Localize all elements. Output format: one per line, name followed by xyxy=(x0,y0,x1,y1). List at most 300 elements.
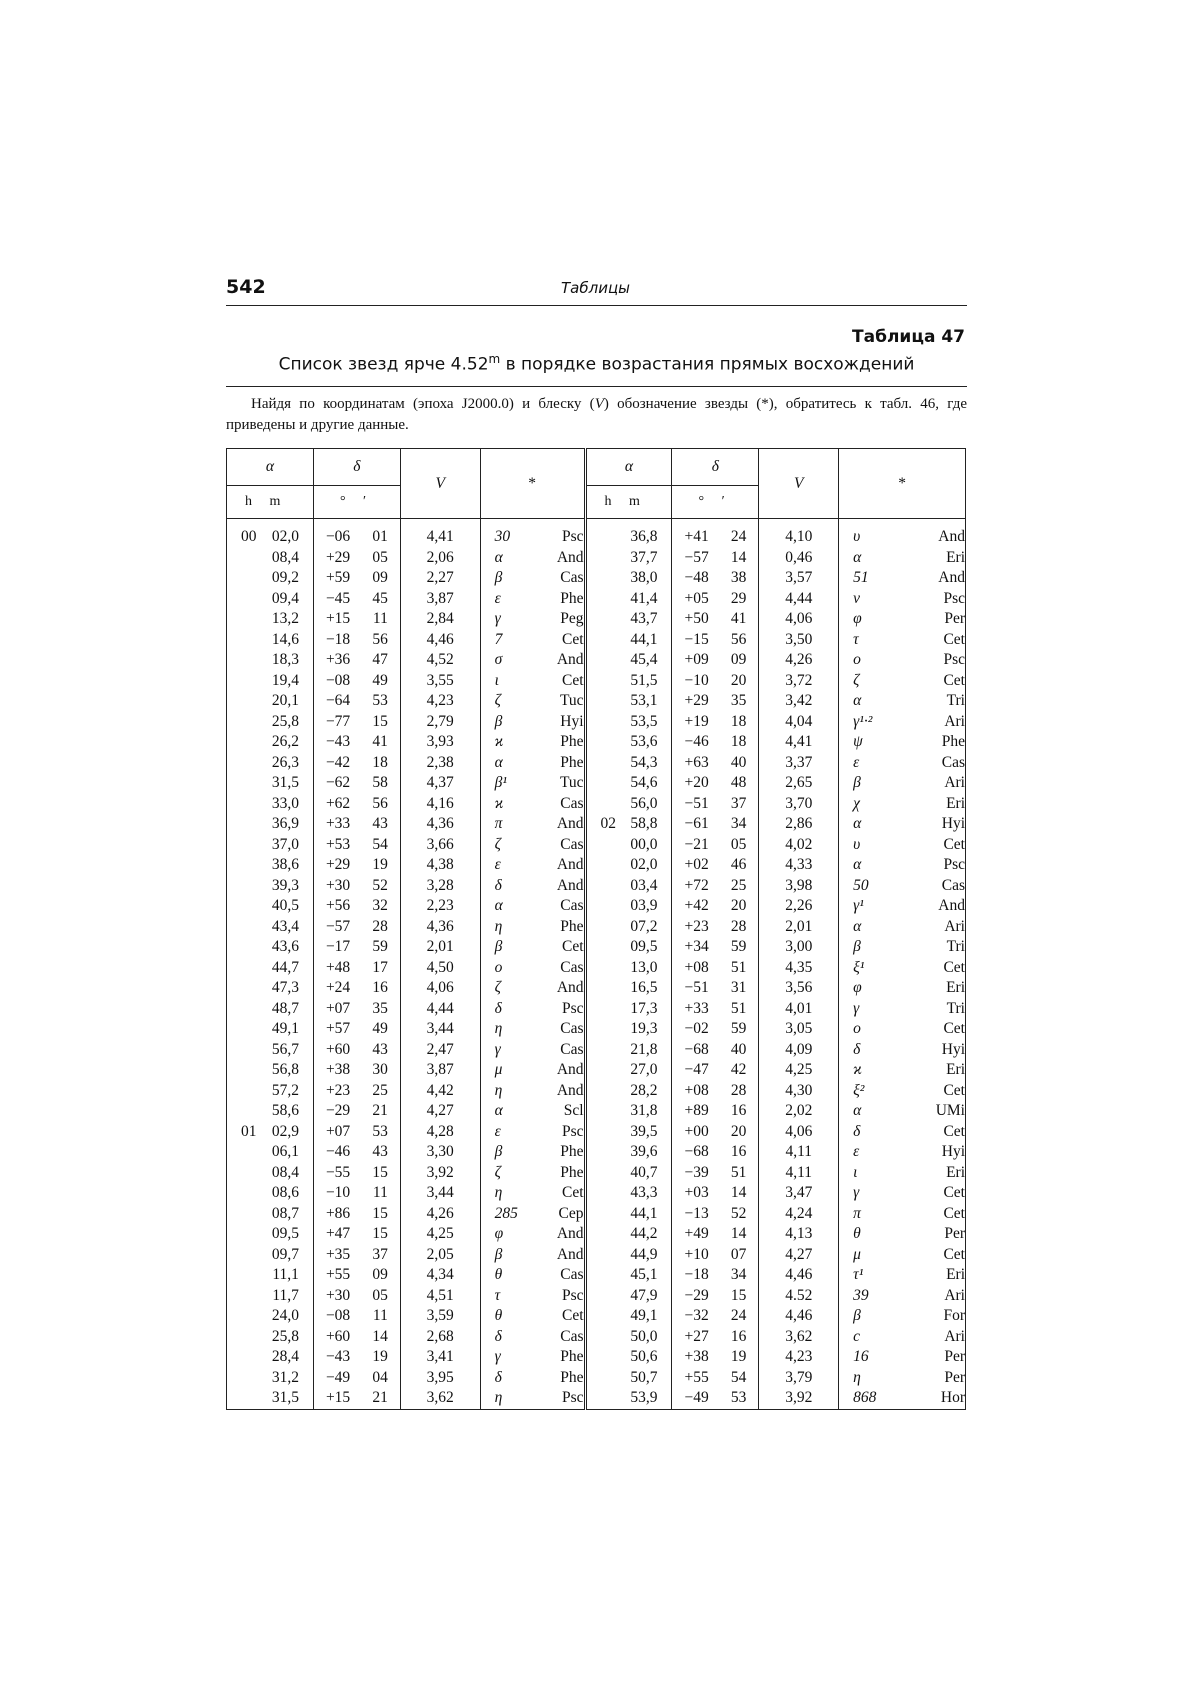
right-ra-hours xyxy=(587,1081,601,1102)
right-col-1 xyxy=(672,1368,759,1389)
right-bayer-letter: ϰ xyxy=(853,1061,862,1078)
left-col-3 xyxy=(480,999,585,1020)
right-ra-hours xyxy=(587,1388,601,1409)
right-col-0 xyxy=(585,589,672,610)
table-row xyxy=(227,1101,966,1122)
right-dec-degrees: +09 xyxy=(684,651,709,668)
right-dec-degrees: −68 xyxy=(684,1143,709,1160)
right-ra-hours xyxy=(587,671,601,692)
right-constellation: Psc xyxy=(943,856,965,873)
right-ra-hours xyxy=(587,691,601,712)
left-ra-hours xyxy=(227,589,241,610)
left-ra-hours xyxy=(227,1060,241,1081)
right-bayer-letter: α xyxy=(853,548,862,566)
left-col-3 xyxy=(480,978,585,999)
left-constellation: And xyxy=(556,651,584,668)
right-magnitude: 4.52 xyxy=(759,1286,839,1307)
left-magnitude: 4,37 xyxy=(400,773,480,794)
left-ra-hours xyxy=(227,999,241,1020)
left-col-0 xyxy=(227,1388,314,1409)
left-dec-degrees: +59 xyxy=(325,569,351,586)
right-bayer-letter: γ xyxy=(853,999,860,1017)
right-col-3 xyxy=(839,527,966,548)
right-magnitude: 2,01 xyxy=(759,917,839,938)
left-ra-minutes: 26,2 xyxy=(271,733,299,750)
right-col-1 xyxy=(672,937,759,958)
right-magnitude: 3,56 xyxy=(759,978,839,999)
right-bayer-letter: γ¹ xyxy=(853,897,864,914)
left-col-3 xyxy=(480,1388,585,1409)
left-col-1 xyxy=(313,589,400,610)
left-ra-hours xyxy=(227,732,241,753)
right-constellation: Cet xyxy=(943,671,965,689)
right-constellation: Eri xyxy=(946,1266,965,1283)
left-dec-arcmin: 09 xyxy=(372,1266,388,1283)
right-col-3 xyxy=(839,568,966,589)
right-constellation: Hyi xyxy=(941,1143,965,1160)
left-bayer-letter: δ xyxy=(494,1327,502,1345)
left-col-1 xyxy=(313,1183,400,1204)
right-dec-arcmin: 20 xyxy=(730,1122,747,1140)
right-constellation: Cas xyxy=(941,876,965,894)
right-dec-degrees: −13 xyxy=(684,1204,709,1222)
left-col-1 xyxy=(313,1265,400,1286)
header-arcmin: ′ xyxy=(721,494,725,509)
right-ra-hours xyxy=(587,937,601,958)
right-ra-minutes: 47,9 xyxy=(630,1286,658,1304)
right-ra-hours xyxy=(587,1101,601,1122)
left-dec-arcmin: 43 xyxy=(372,815,388,832)
left-ra-minutes: 43,4 xyxy=(271,917,299,935)
right-ra-hours xyxy=(587,896,601,917)
right-dec-arcmin: 34 xyxy=(730,815,747,832)
left-col-0 xyxy=(227,855,314,876)
left-col-3 xyxy=(480,1204,585,1225)
left-bayer-letter: ο xyxy=(494,958,503,976)
left-dec-arcmin: 04 xyxy=(372,1368,388,1386)
right-bayer-letter: β xyxy=(853,938,861,955)
left-col-0 xyxy=(227,978,314,999)
right-ra-minutes: 44,9 xyxy=(630,1245,658,1263)
left-col-0 xyxy=(227,1204,314,1225)
left-col-0 xyxy=(227,691,314,712)
table-row xyxy=(227,1388,966,1409)
right-magnitude: 4,27 xyxy=(759,1245,839,1266)
right-col-3 xyxy=(839,650,966,671)
left-ra-hours xyxy=(227,548,241,569)
left-ra-minutes: 40,5 xyxy=(271,897,299,914)
left-col-1 xyxy=(313,1142,400,1163)
left-dec-arcmin: 15 xyxy=(372,1225,388,1242)
left-bayer-letter: γ xyxy=(494,610,501,627)
right-ra-minutes: 16,5 xyxy=(630,979,658,996)
left-col-3 xyxy=(480,548,585,569)
right-dec-degrees: +49 xyxy=(684,1225,709,1242)
right-col-0 xyxy=(585,1327,672,1348)
left-col-1 xyxy=(313,999,400,1020)
right-ra-minutes: 44,1 xyxy=(630,630,658,648)
left-ra-minutes: 19,4 xyxy=(271,671,299,689)
right-col-3 xyxy=(839,978,966,999)
left-magnitude: 3,41 xyxy=(400,1347,480,1368)
left-col-3 xyxy=(480,630,585,651)
right-dec-degrees: −46 xyxy=(684,733,709,750)
table-row xyxy=(227,1019,966,1040)
right-magnitude: 4,13 xyxy=(759,1224,839,1245)
star-table-body xyxy=(227,519,966,1410)
right-dec-degrees: −57 xyxy=(684,548,709,566)
right-magnitude: 2,26 xyxy=(759,896,839,917)
right-col-1 xyxy=(672,1388,759,1409)
left-ra-hours xyxy=(227,1040,241,1061)
right-ra-hours xyxy=(587,1204,601,1225)
table-row xyxy=(227,732,966,753)
left-ra-hours xyxy=(227,671,241,692)
left-magnitude: 3,93 xyxy=(400,732,480,753)
left-col-0 xyxy=(227,1327,314,1348)
header-arcmin: ′ xyxy=(363,494,367,509)
title-rule xyxy=(226,386,967,387)
left-dec-arcmin: 11 xyxy=(372,610,388,627)
right-bayer-letter: β xyxy=(853,1307,861,1324)
left-constellation: Cet xyxy=(561,671,584,689)
table-row xyxy=(227,568,966,589)
right-col-3 xyxy=(839,732,966,753)
left-dec-arcmin: 58 xyxy=(372,774,388,791)
right-bayer-letter: ο xyxy=(853,651,861,668)
left-dec-degrees: +56 xyxy=(325,897,351,914)
left-col-1 xyxy=(313,794,400,815)
left-dec-arcmin: 11 xyxy=(372,1184,388,1201)
right-constellation: Ari xyxy=(944,1286,965,1304)
right-dec-degrees: −68 xyxy=(684,1040,709,1058)
left-magnitude: 3,66 xyxy=(400,835,480,856)
left-dec-degrees: +62 xyxy=(325,794,351,812)
right-ra-hours xyxy=(587,835,601,856)
right-bayer-letter: ξ¹ xyxy=(853,958,865,976)
right-ra-hours xyxy=(587,548,601,569)
left-ra-hours xyxy=(227,753,241,774)
left-ra-hours xyxy=(227,691,241,712)
left-col-1 xyxy=(313,1040,400,1061)
right-ra-minutes: 53,6 xyxy=(630,733,658,750)
right-ra-minutes: 07,2 xyxy=(630,917,658,935)
right-magnitude: 4,02 xyxy=(759,835,839,856)
left-magnitude: 2,06 xyxy=(400,548,480,569)
right-ra-minutes: 53,1 xyxy=(630,692,658,709)
left-col-1 xyxy=(313,548,400,569)
header-delta-right: δ xyxy=(672,449,759,486)
right-dec-arcmin: 48 xyxy=(730,774,747,791)
right-col-1 xyxy=(672,1265,759,1286)
right-magnitude: 3,47 xyxy=(759,1183,839,1204)
right-col-3 xyxy=(839,958,966,979)
right-dec-degrees: +08 xyxy=(684,1081,709,1099)
right-col-0 xyxy=(585,1040,672,1061)
left-bayer-letter: β xyxy=(494,712,503,730)
right-dec-arcmin: 51 xyxy=(730,1163,747,1181)
right-ra-hours xyxy=(587,609,601,630)
left-bayer-letter: 7 xyxy=(494,630,503,648)
right-col-3 xyxy=(839,1183,966,1204)
left-col-3 xyxy=(480,1163,585,1184)
table-row xyxy=(227,773,966,794)
left-constellation: Cas xyxy=(560,1327,584,1345)
header-delta-left: δ xyxy=(313,449,400,486)
left-constellation: Phe xyxy=(560,917,584,935)
right-dec-arcmin: 16 xyxy=(730,1143,747,1160)
right-constellation: And xyxy=(938,569,965,586)
right-col-1 xyxy=(672,958,759,979)
left-col-1 xyxy=(313,1163,400,1184)
right-constellation: Cet xyxy=(943,630,965,648)
left-col-3 xyxy=(480,753,585,774)
left-dec-arcmin: 56 xyxy=(372,794,388,812)
left-col-3 xyxy=(480,691,585,712)
right-magnitude: 3,42 xyxy=(759,691,839,712)
left-col-0 xyxy=(227,794,314,815)
right-col-0 xyxy=(585,691,672,712)
right-col-3 xyxy=(839,917,966,938)
right-ra-hours: 02 xyxy=(600,815,617,832)
left-bayer-letter: β xyxy=(494,938,503,955)
right-magnitude: 3,70 xyxy=(759,794,839,815)
right-magnitude: 4,04 xyxy=(759,712,839,733)
left-col-1 xyxy=(313,1388,400,1409)
left-col-3 xyxy=(480,1286,585,1307)
right-dec-arcmin: 59 xyxy=(730,938,747,955)
right-col-0 xyxy=(585,527,672,548)
right-bayer-letter: β xyxy=(853,774,861,791)
left-constellation: Psc xyxy=(561,1389,584,1406)
right-dec-arcmin: 42 xyxy=(730,1061,747,1078)
left-col-1 xyxy=(313,630,400,651)
left-ra-hours xyxy=(227,1019,241,1040)
right-constellation: Hyi xyxy=(941,815,965,832)
right-magnitude: 3,62 xyxy=(759,1327,839,1348)
left-ra-minutes: 02,0 xyxy=(271,528,299,545)
right-ra-hours xyxy=(587,1183,601,1204)
right-dec-arcmin: 24 xyxy=(730,1307,747,1324)
left-col-1 xyxy=(313,1224,400,1245)
left-magnitude: 4,44 xyxy=(400,999,480,1020)
right-ra-hours xyxy=(587,1245,601,1266)
right-dec-arcmin: 14 xyxy=(730,1225,747,1242)
left-dec-degrees: +55 xyxy=(325,1266,351,1283)
left-constellation: Phe xyxy=(560,589,584,607)
left-ra-minutes: 43,6 xyxy=(271,938,299,955)
left-bayer-letter: β¹ xyxy=(494,774,508,791)
left-constellation: Cas xyxy=(560,794,584,812)
right-bayer-letter: τ¹ xyxy=(853,1266,864,1283)
right-dec-arcmin: 29 xyxy=(730,589,747,607)
right-col-3 xyxy=(839,1081,966,1102)
right-col-3 xyxy=(839,835,966,856)
left-dec-arcmin: 49 xyxy=(372,671,388,689)
left-bayer-letter: ε xyxy=(494,1122,501,1140)
left-col-0 xyxy=(227,1040,314,1061)
right-dec-degrees: −39 xyxy=(684,1163,709,1181)
table-row xyxy=(227,548,966,569)
left-ra-hours xyxy=(227,1101,241,1122)
right-ra-minutes: 56,0 xyxy=(630,794,658,812)
left-constellation: Cet xyxy=(561,1184,584,1201)
left-dec-degrees: −17 xyxy=(325,938,351,955)
right-ra-minutes: 40,7 xyxy=(630,1163,658,1181)
left-col-3 xyxy=(480,1327,585,1348)
right-col-3 xyxy=(839,1368,966,1389)
right-col-3 xyxy=(839,896,966,917)
left-constellation: Phe xyxy=(560,1348,584,1365)
left-magnitude: 4,36 xyxy=(400,917,480,938)
left-ra-hours xyxy=(227,1163,241,1184)
left-dec-arcmin: 28 xyxy=(372,917,388,935)
left-dec-degrees: +07 xyxy=(325,999,351,1017)
right-bayer-letter: 16 xyxy=(853,1348,869,1365)
right-dec-arcmin: 18 xyxy=(730,712,747,730)
table-row xyxy=(227,958,966,979)
left-col-3 xyxy=(480,1245,585,1266)
right-ra-hours xyxy=(587,1060,601,1081)
left-col-3 xyxy=(480,896,585,917)
left-col-1 xyxy=(313,1306,400,1327)
left-dec-arcmin: 52 xyxy=(372,876,388,894)
left-dec-arcmin: 21 xyxy=(372,1102,388,1119)
right-dec-degrees: +63 xyxy=(684,753,709,771)
right-ra-minutes: 43,3 xyxy=(630,1184,658,1201)
table-row xyxy=(227,1060,966,1081)
right-dec-degrees: +42 xyxy=(684,897,709,914)
left-col-3 xyxy=(480,527,585,548)
right-ra-minutes: 37,7 xyxy=(630,548,658,566)
left-dec-degrees: +47 xyxy=(325,1225,351,1242)
right-ra-minutes: 21,8 xyxy=(630,1040,658,1058)
left-col-0 xyxy=(227,1183,314,1204)
right-constellation: Cet xyxy=(943,1122,965,1140)
left-ra-hours xyxy=(227,1286,241,1307)
left-magnitude: 4,25 xyxy=(400,1224,480,1245)
right-magnitude: 4,11 xyxy=(759,1163,839,1184)
header-star-left: * xyxy=(480,449,585,519)
left-bayer-letter: η xyxy=(494,917,503,935)
left-col-1 xyxy=(313,1122,400,1143)
right-constellation: Eri xyxy=(946,1061,965,1078)
left-ra-minutes: 49,1 xyxy=(271,1020,299,1037)
right-dec-arcmin: 14 xyxy=(730,548,747,566)
title-text-after: в порядке возрастания прямых восхождений xyxy=(500,354,915,375)
left-bayer-letter: β xyxy=(494,1245,503,1263)
right-dec-degrees: +03 xyxy=(684,1184,709,1201)
left-bayer-letter: η xyxy=(494,1184,503,1201)
right-col-0 xyxy=(585,1347,672,1368)
right-col-3 xyxy=(839,1122,966,1143)
right-col-0 xyxy=(585,732,672,753)
right-col-0 xyxy=(585,1163,672,1184)
left-col-0 xyxy=(227,1081,314,1102)
right-col-3 xyxy=(839,1101,966,1122)
table-row xyxy=(227,1265,966,1286)
left-col-3 xyxy=(480,1347,585,1368)
left-dec-arcmin: 32 xyxy=(372,897,388,914)
right-ra-minutes: 13,0 xyxy=(630,958,658,976)
left-col-1 xyxy=(313,876,400,897)
left-col-0 xyxy=(227,814,314,835)
right-constellation: Ari xyxy=(944,917,965,935)
right-col-3 xyxy=(839,609,966,630)
right-bayer-letter: φ xyxy=(853,979,862,996)
table-row xyxy=(227,917,966,938)
right-constellation: Tri xyxy=(946,938,965,955)
left-col-0 xyxy=(227,1286,314,1307)
left-dec-arcmin: 01 xyxy=(372,528,388,545)
left-bayer-letter: δ xyxy=(494,876,502,894)
right-ra-minutes: 09,5 xyxy=(630,938,658,955)
right-dec-degrees: −21 xyxy=(684,835,709,853)
left-dec-arcmin: 37 xyxy=(372,1245,388,1263)
left-bayer-letter: 285 xyxy=(494,1204,518,1222)
left-ra-minutes: 18,3 xyxy=(271,651,299,668)
right-col-3 xyxy=(839,1265,966,1286)
left-constellation: Psc xyxy=(561,999,584,1017)
left-ra-minutes: 56,7 xyxy=(271,1040,299,1058)
right-dec-degrees: −51 xyxy=(684,979,709,996)
left-col-0 xyxy=(227,937,314,958)
left-col-1 xyxy=(313,1245,400,1266)
left-ra-minutes: 31,5 xyxy=(271,1389,299,1406)
right-col-3 xyxy=(839,1224,966,1245)
left-ra-minutes: 57,2 xyxy=(271,1081,299,1099)
right-col-0 xyxy=(585,1183,672,1204)
right-col-0 xyxy=(585,1142,672,1163)
left-constellation: Cet xyxy=(561,1307,584,1324)
left-magnitude: 4,28 xyxy=(400,1122,480,1143)
right-ra-minutes: 58,8 xyxy=(630,815,658,832)
left-constellation: And xyxy=(556,856,584,873)
left-ra-minutes: 25,8 xyxy=(271,1327,299,1345)
left-ra-hours xyxy=(227,712,241,733)
left-bayer-letter: ζ xyxy=(494,979,501,996)
table-title xyxy=(226,352,967,375)
left-col-1 xyxy=(313,753,400,774)
right-dec-degrees: +10 xyxy=(684,1245,709,1263)
right-ra-minutes: 50,0 xyxy=(630,1327,658,1345)
left-col-3 xyxy=(480,671,585,692)
right-magnitude: 4,24 xyxy=(759,1204,839,1225)
header-hm-left xyxy=(227,486,314,519)
left-constellation: Cet xyxy=(561,630,584,648)
left-magnitude: 4,38 xyxy=(400,855,480,876)
left-col-0 xyxy=(227,917,314,938)
right-col-1 xyxy=(672,1306,759,1327)
right-col-3 xyxy=(839,589,966,610)
left-dec-arcmin: 47 xyxy=(372,651,388,668)
right-col-3 xyxy=(839,1040,966,1061)
left-constellation: Cas xyxy=(560,835,584,853)
left-bayer-letter: γ xyxy=(494,1040,501,1058)
left-ra-hours xyxy=(227,568,241,589)
right-constellation: Tri xyxy=(946,692,965,709)
right-ra-hours xyxy=(587,589,601,610)
right-constellation: Per xyxy=(944,1368,965,1386)
right-constellation: Cet xyxy=(943,1184,965,1201)
right-dec-degrees: +34 xyxy=(684,938,709,955)
right-ra-minutes: 39,5 xyxy=(630,1122,658,1140)
left-ra-hours xyxy=(227,650,241,671)
right-dec-arcmin: 51 xyxy=(730,958,747,976)
left-col-1 xyxy=(313,896,400,917)
left-col-3 xyxy=(480,937,585,958)
right-magnitude: 4,01 xyxy=(759,999,839,1020)
